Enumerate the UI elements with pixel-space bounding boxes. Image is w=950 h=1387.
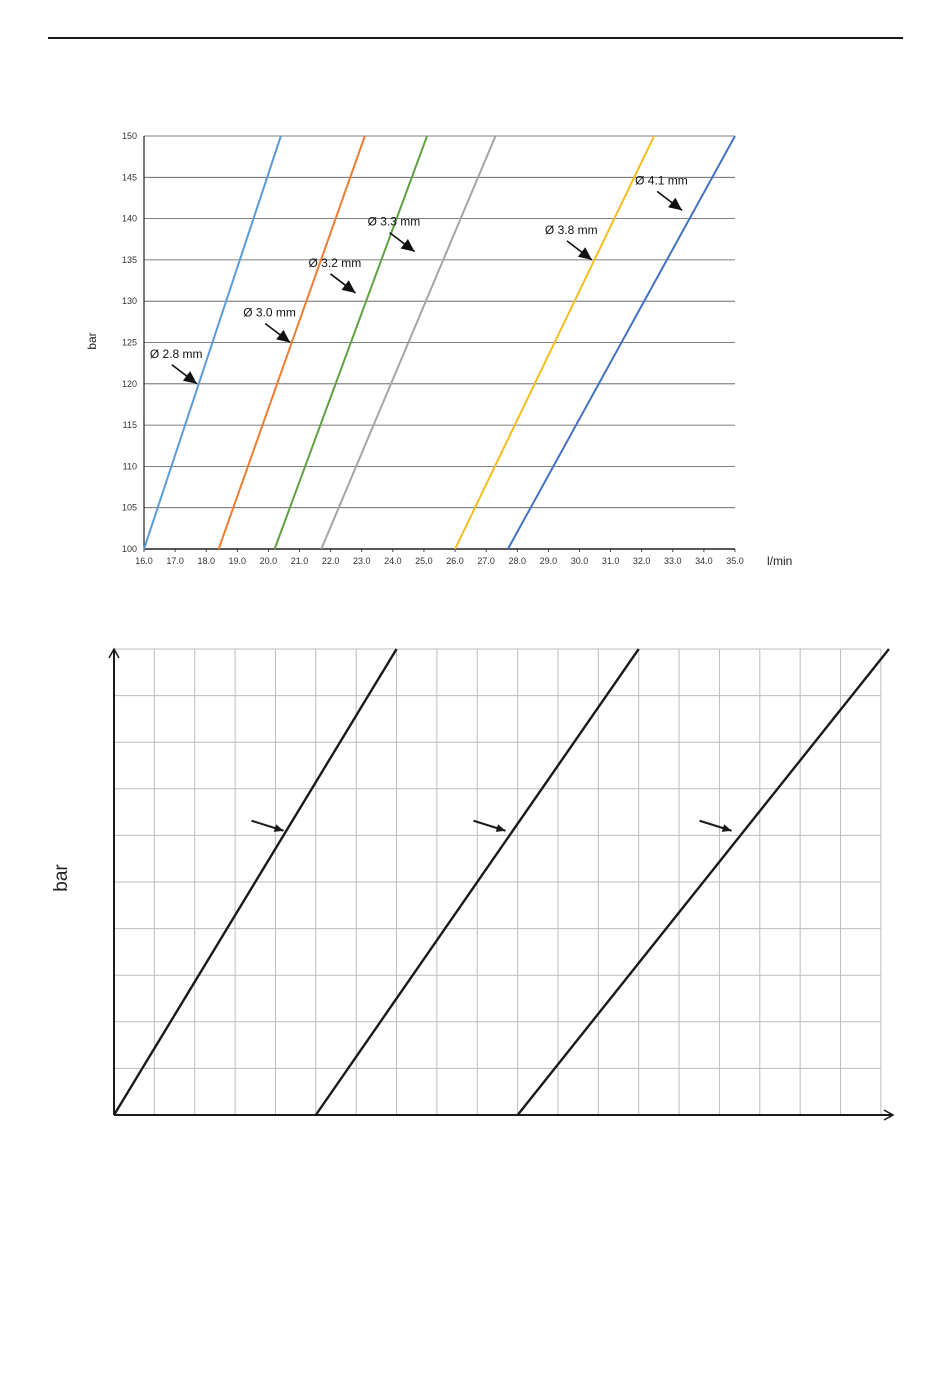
series-label: Ø 2.8 mm — [149, 346, 203, 361]
y-tick-label: 110 — [122, 461, 137, 472]
y-tick-label: 120 — [121, 378, 137, 389]
x-axis-label: l/min — [767, 554, 793, 568]
x-tick-label: 16.0 — [135, 556, 153, 566]
y-axis-label: bar — [51, 864, 72, 892]
x-tick-label: 27.0 — [477, 556, 495, 566]
x-tick-label: 31.0 — [601, 556, 620, 566]
y-tick-label: 145 — [121, 172, 137, 183]
y-axis-label: bar — [85, 332, 99, 350]
x-tick-label: 22.0 — [321, 556, 340, 566]
x-tick-label: 24.0 — [384, 556, 402, 566]
series-label: Ø 3.8 mm — [544, 222, 598, 237]
x-tick-label: 28.0 — [508, 556, 527, 566]
x-tick-label: 35.0 — [726, 556, 744, 566]
x-tick-label: 19.0 — [228, 556, 247, 566]
series-label: Ø 3.0 mm — [243, 305, 296, 320]
y-tick-label: 135 — [121, 254, 137, 265]
y-tick-label: 100 — [121, 544, 137, 554]
x-tick-label: 17.0 — [166, 556, 184, 566]
x-tick-label: 21.0 — [290, 556, 309, 566]
x-tick-label: 30.0 — [570, 556, 589, 566]
x-tick-label: 20.0 — [259, 556, 278, 566]
series-label: Ø 3.2 mm — [308, 255, 362, 270]
x-tick-label: 33.0 — [664, 556, 682, 566]
x-tick-label: 23.0 — [352, 556, 371, 566]
y-tick-label: 130 — [121, 296, 137, 307]
series-label: Ø 3.3 mm — [367, 214, 421, 229]
x-tick-label: 26.0 — [446, 556, 464, 566]
x-tick-label: 18.0 — [197, 556, 215, 566]
x-tick-label: 29.0 — [539, 556, 558, 566]
y-tick-label: 150 — [121, 131, 137, 141]
series-label: Ø 4.1 mm — [635, 173, 688, 188]
y-tick-label: 115 — [122, 420, 137, 431]
y-tick-label: 140 — [121, 213, 137, 224]
y-tick-label: 105 — [121, 502, 137, 513]
x-tick-label: 32.0 — [632, 556, 651, 566]
series-arrow-head — [496, 824, 506, 832]
series-arrow-head — [722, 824, 732, 832]
x-tick-label: 34.0 — [695, 556, 713, 566]
x-tick-label: 25.0 — [415, 556, 433, 566]
y-tick-label: 125 — [121, 337, 137, 348]
